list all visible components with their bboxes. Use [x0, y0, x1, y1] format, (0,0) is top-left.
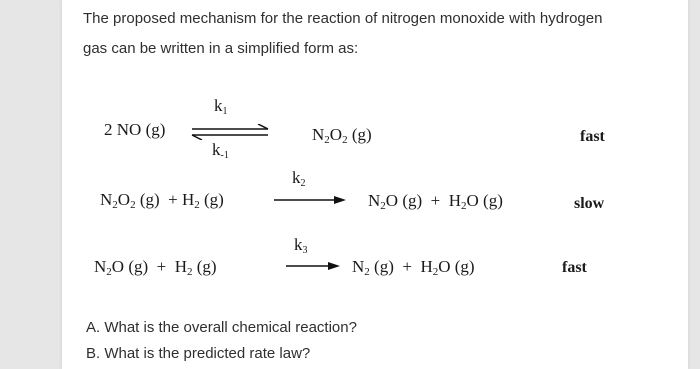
- step2-arrow: [272, 193, 348, 207]
- step3-k: $k_3$: [294, 235, 308, 256]
- step1-rate: fast: [580, 128, 605, 145]
- step3-reactants: $N_2O$ $(g) + H_2$ (g): [94, 257, 217, 278]
- step3-products: $N_2$ $(g) + H_2O$ (g): [352, 257, 475, 278]
- step2-products: $N_2O$ $(g) + H_2O$ (g): [368, 191, 503, 212]
- step3-arrow: [284, 259, 342, 273]
- step1-reactant-formula: 2 NO: [104, 120, 142, 139]
- step3-rate: fast: [562, 259, 587, 276]
- step1-reactant-state: (g): [145, 120, 166, 139]
- intro-line-1: The proposed mechanism for the reaction of nitrogen monoxide with hydrogen: [83, 10, 603, 27]
- step2-k: $k_2$: [292, 168, 306, 189]
- step1-k-reverse: $k_{-1}$: [212, 140, 229, 161]
- question-a: A. What is the overall chemical reaction?: [86, 319, 357, 336]
- step2-reactants: $N_2O_2$ $(g) + H_2$ (g): [100, 190, 224, 211]
- step1-k-forward: $k_1$: [214, 96, 228, 117]
- equilibrium-arrow: [190, 124, 272, 140]
- step2-rate: slow: [574, 195, 605, 212]
- step1-product: $N_2O_2$ (g): [312, 125, 372, 146]
- question-b: B. What is the predicted rate law?: [86, 345, 311, 362]
- step1-reactants: [104, 120, 165, 140]
- intro-line-2: gas can be written in a simplified form as:: [83, 40, 359, 57]
